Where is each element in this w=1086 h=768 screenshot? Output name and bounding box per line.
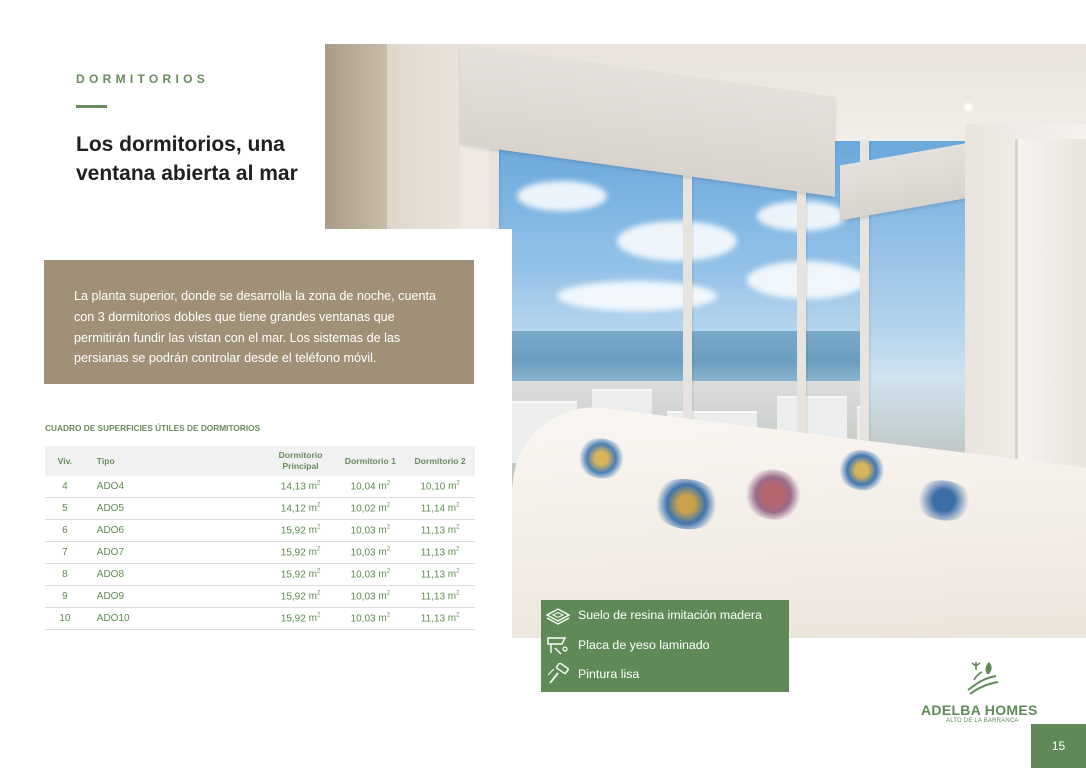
cell-dormitorio-1: 10,02 $m^2$: [335, 498, 405, 520]
unit-label: $m^2$: [447, 524, 460, 537]
cell-dormitorio-2: 11,13 $m^2$: [405, 564, 475, 586]
header-dormitorio-principal: Dormitorio Principal: [278, 450, 323, 471]
unit-label: $m^2$: [308, 546, 321, 559]
feature-item: [541, 631, 789, 659]
intro-text: La planta superior, donde se desarrolla la zona de noche, cuenta con 3 dormitorios dobles que tiene grandes ventanas que permitirán fundir las vistan con el mar. Los sistemas de las persianas se podrán controlar desde el teléfono móvil.: [74, 289, 436, 366]
cell-dormitorio-principal: 15,92 $m^2$: [266, 564, 336, 586]
unit-label: $m^2$: [378, 546, 391, 559]
cell-dormitorio-principal: 14,13 $m^2$: [266, 476, 336, 498]
unit-label: $m^2$: [378, 568, 391, 581]
unit-label: $m^2$: [378, 524, 391, 537]
page-heading: Los dormitorios, una ventana abierta al mar: [76, 133, 298, 185]
unit-label: $m^2$: [378, 590, 391, 603]
table-row: [45, 564, 475, 586]
table-title: CUADRO DE SUPERFICIES ÚTILES DE DORMITORIOS: [45, 423, 261, 433]
header-dormitorio-2: Dormitorio 2: [414, 455, 466, 466]
cell-tipo: ADO5: [85, 498, 266, 520]
unit-label: $m^2$: [447, 502, 460, 515]
cell-viv: 5: [45, 498, 85, 520]
cell-dormitorio-1: 10,04 $m^2$: [335, 476, 405, 498]
cell-viv: 10: [45, 608, 85, 630]
cell-dormitorio-principal: 15,92 $m^2$: [266, 608, 336, 630]
table-row: [45, 608, 475, 630]
cell-tipo: ADO6: [85, 520, 266, 542]
unit-label: $m^2$: [448, 480, 460, 493]
cell-tipo: ADO10: [85, 608, 266, 630]
cell-dormitorio-2: 10,10 $m^2$: [405, 476, 475, 498]
cell-tipo: ADO7: [85, 542, 266, 564]
cell-viv: 7: [45, 542, 85, 564]
unit-label: $m^2$: [447, 612, 460, 625]
unit-label: $m^2$: [308, 568, 321, 581]
header-dormitorio-1: Dormitorio 1: [344, 455, 396, 466]
cell-dormitorio-2: 11,14 $m^2$: [405, 498, 475, 520]
cell-viv: 9: [45, 586, 85, 608]
feature-item: [541, 660, 789, 688]
unit-label: $m^2$: [378, 502, 391, 515]
cell-viv: 4: [45, 476, 85, 498]
table-row: [45, 476, 475, 498]
header-tipo: Tipo: [96, 455, 115, 466]
cell-dormitorio-2: 11,13 $m^2$: [405, 542, 475, 564]
cell-dormitorio-principal: 15,92 $m^2$: [266, 542, 336, 564]
cell-viv: 6: [45, 520, 85, 542]
unit-label: $m^2$: [308, 590, 321, 603]
intro-box: [44, 260, 474, 384]
cell-tipo: ADO8: [85, 564, 266, 586]
section-divider: [76, 105, 107, 108]
cell-dormitorio-2: 11,13 $m^2$: [405, 608, 475, 630]
section-label: DORMITORIOS: [76, 72, 210, 86]
unit-label: $m^2$: [308, 480, 321, 493]
cell-dormitorio-principal: 15,92 $m^2$: [266, 520, 336, 542]
brand-name: ADELBA HOMES: [921, 702, 1038, 718]
unit-label: $m^2$: [308, 524, 321, 537]
features-box: [541, 600, 789, 692]
feature-label: Pintura lisa: [578, 667, 640, 681]
resin-floor-icon: [545, 604, 571, 626]
cell-dormitorio-principal: 14,12 $m^2$: [266, 498, 336, 520]
cell-dormitorio-1: 10,03 $m^2$: [335, 586, 405, 608]
table-row: [45, 520, 475, 542]
unit-label: $m^2$: [378, 480, 391, 493]
unit-label: $m^2$: [308, 502, 321, 515]
table-row: [45, 586, 475, 608]
plasterboard-icon: [545, 634, 571, 656]
unit-label: $m^2$: [308, 612, 321, 625]
feature-label: Suelo de resina imitación madera: [578, 608, 762, 622]
unit-label: $m^2$: [447, 590, 460, 603]
cell-tipo: ADO9: [85, 586, 266, 608]
table-row: [45, 542, 475, 564]
cell-viv: 8: [45, 564, 85, 586]
cell-dormitorio-1: 10,03 $m^2$: [335, 608, 405, 630]
table-row: [45, 498, 475, 520]
unit-label: $m^2$: [447, 568, 460, 581]
cell-dormitorio-2: 11,13 $m^2$: [405, 586, 475, 608]
feature-label: Placa de yeso laminado: [578, 638, 710, 652]
cell-dormitorio-2: 11,13 $m^2$: [405, 520, 475, 542]
cell-dormitorio-1: 10,03 $m^2$: [335, 564, 405, 586]
header-viv: Viv.: [57, 455, 73, 466]
page-number: 15: [1031, 724, 1086, 768]
unit-label: $m^2$: [447, 546, 460, 559]
brand-subtitle: ALTO DE LA BARRANCA: [946, 718, 1019, 724]
feature-item: [541, 601, 789, 629]
cell-dormitorio-1: 10,03 $m^2$: [335, 520, 405, 542]
paint-roller-icon: [545, 663, 571, 685]
adelba-homes-logo-icon: [962, 660, 1002, 696]
cell-dormitorio-principal: 15,92 $m^2$: [266, 586, 336, 608]
cell-tipo: ADO4: [85, 476, 266, 498]
cell-dormitorio-1: 10,03 $m^2$: [335, 542, 405, 564]
unit-label: $m^2$: [378, 612, 391, 625]
surfaces-table: [45, 446, 475, 630]
table-header-row: [45, 446, 475, 476]
